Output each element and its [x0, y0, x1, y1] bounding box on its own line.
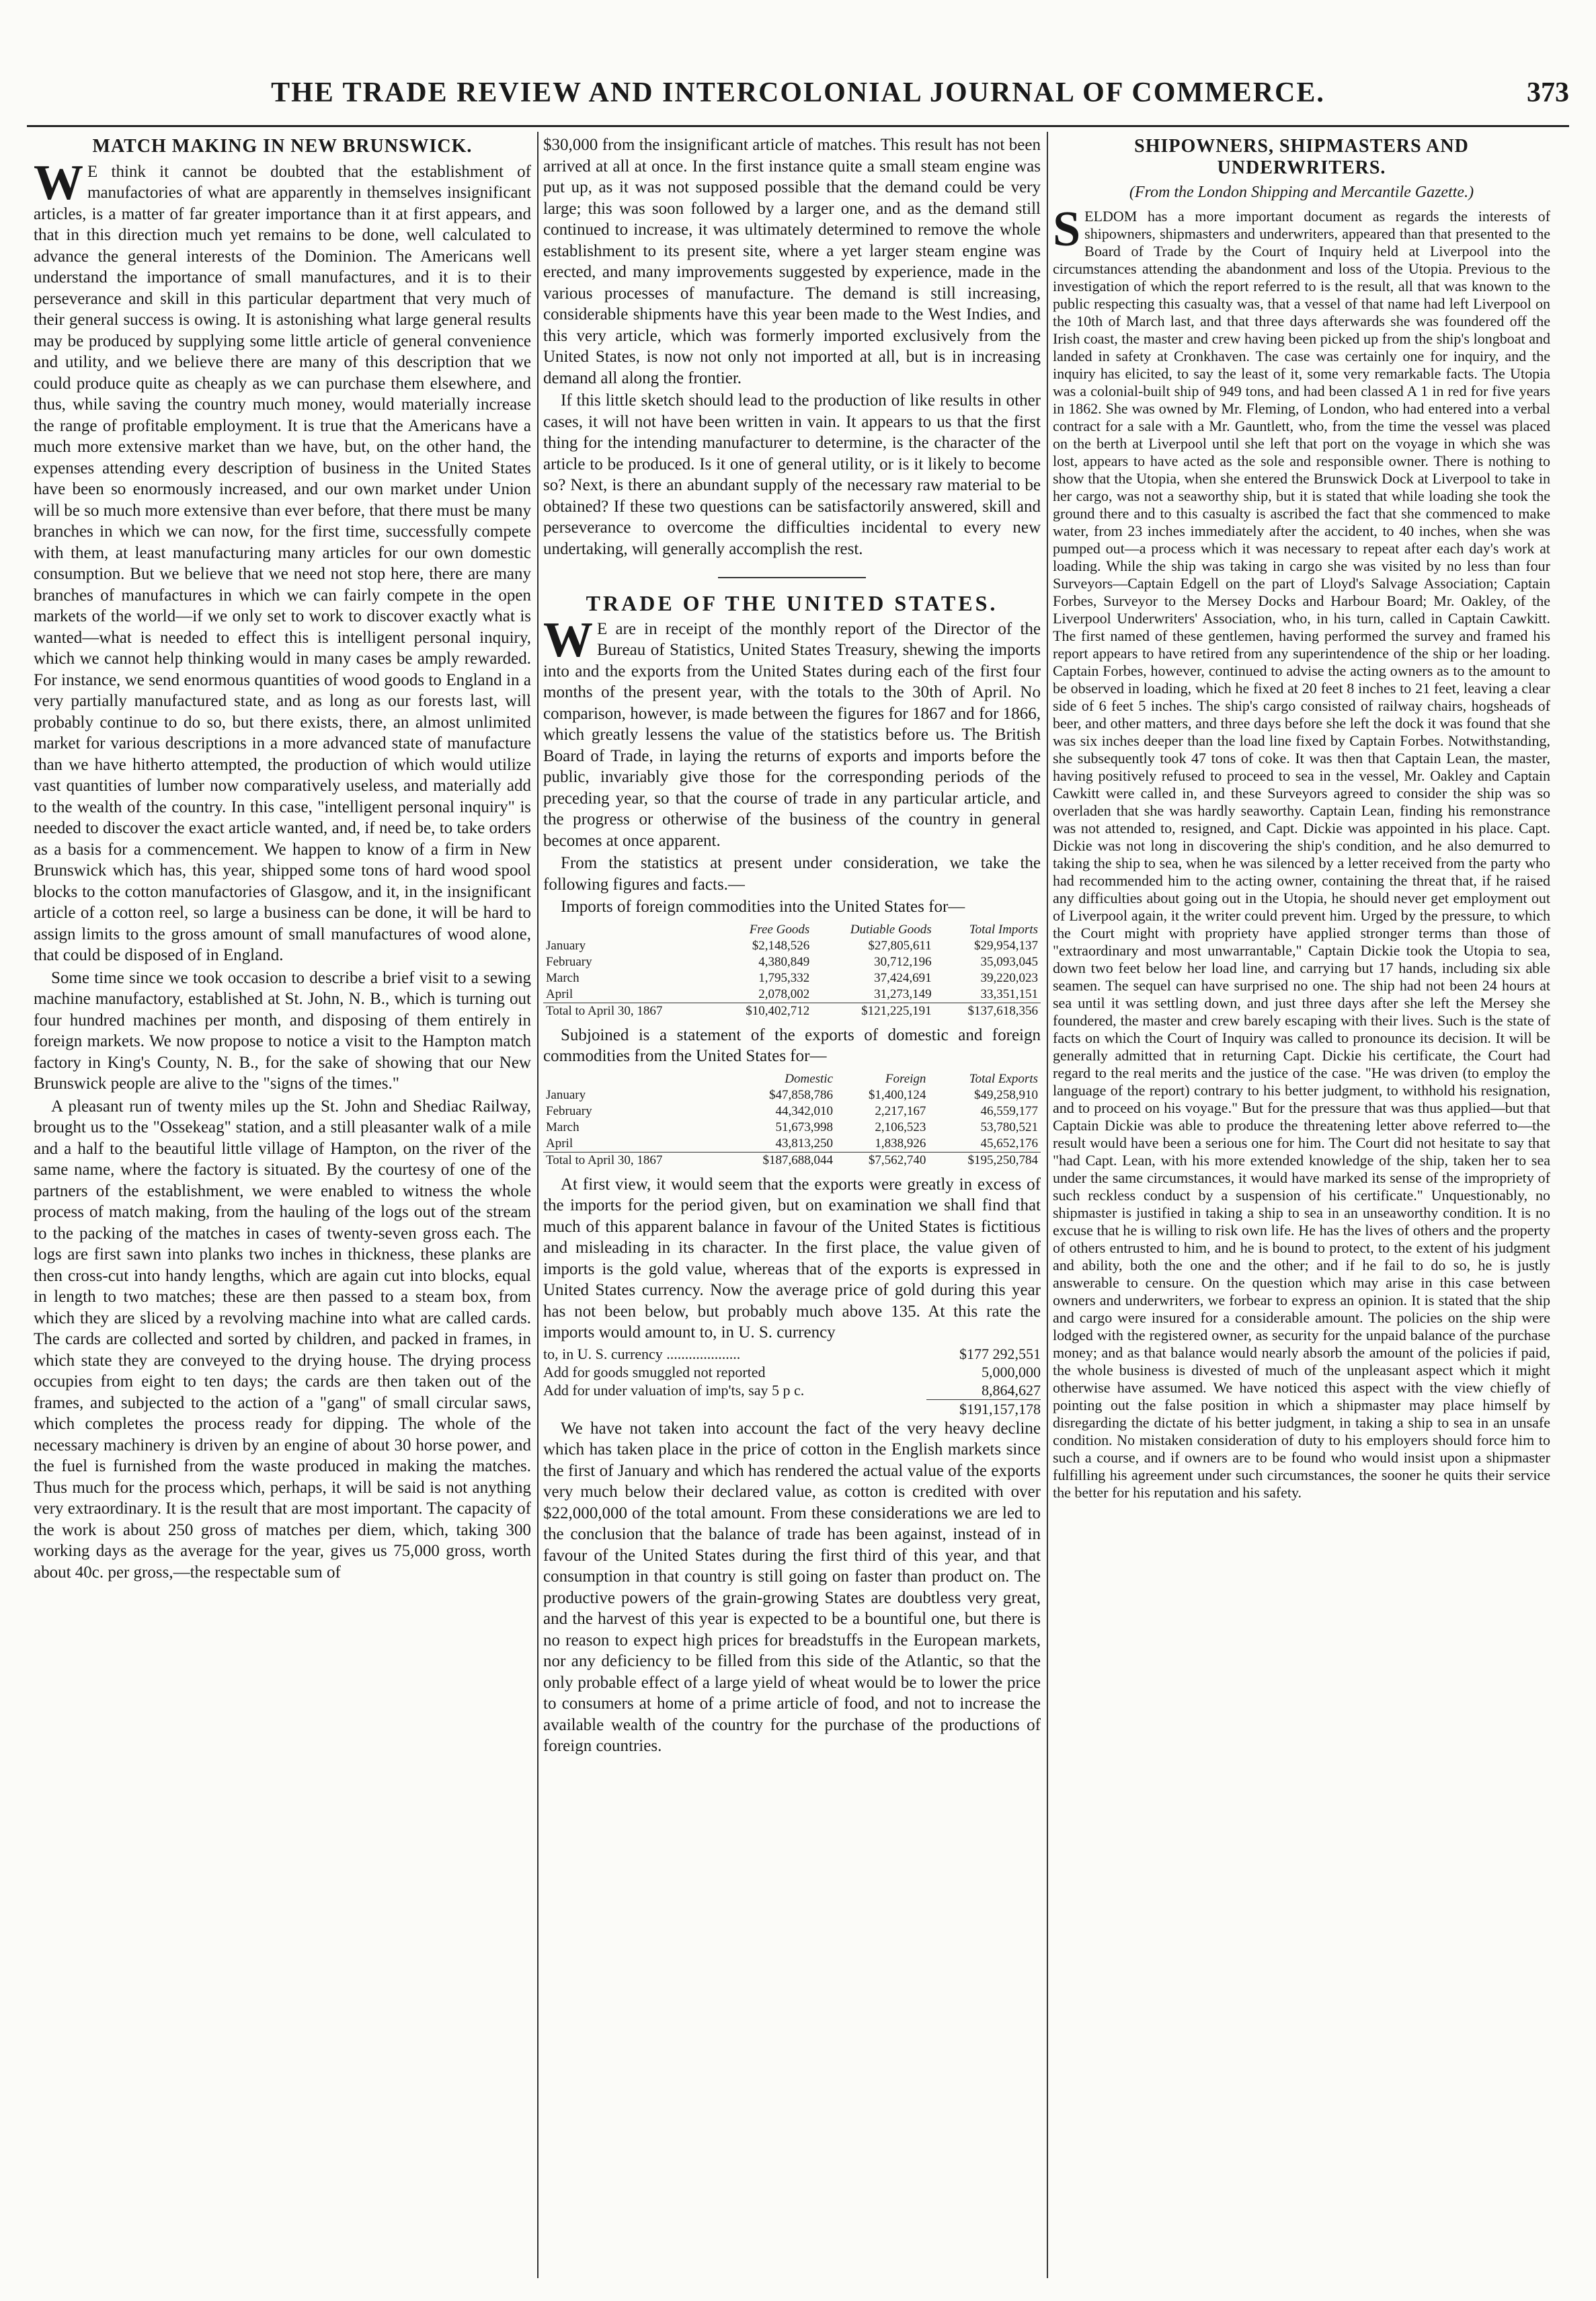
drop-cap: W [34, 155, 83, 210]
paragraph-text: ELDOM has a more important document as regards the interests of shipowners, shipmasters and underwriters, appeared than that presented to the Board of Trade by the Court of Inquiry held at Liverpool into the circumstances attending the abandonment and loss of the Utopia. Previous to the investigation of which the report referred to is the result, all that was known to the public respecting this casualty was, that a vessel of that name had left Liverpool on the 10th of March last, and that three days afterwards she was foundered off the Irish coast, the master and crew having been picked up from the ship's longboat and landed in safety at Cronkhaven. The case was certainly one for inquiry, and the inquiry has elicited, to say the least of it, some very remarkable facts. The Utopia was a colonial-built ship of 949 tons, and had been classed A 1 in red for five years in 1862. She was owned by Mr. Fleming, of London, who had entered into a verbal contract for a sale with a Mr. Gauntlett, who, from the time the vessel was placed on the berth at Liverpool until she left that port on the voyage in which she was lost, appears to have acted as the sole and responsible owner. There is nothing to show that the Utopia, when she entered the Brunswick Dock at Liverpool to take in her cargo, was not a seaworthy ship, but it is stated that while loading she took the ground there and to this casualty is ascribed the fact that she commenced to make water, from 23 inches immediately after the accident, to 40 inches, when she was pumped out—a process which it was necessary to repeat after each day's work at loading. While the ship was taking in cargo she was visited by no less than four Surveyors—Captain Edgell on the part of Lloyd's Salvage Association; Captain Forbes, Surveyor to the Mersey Docks and Harbour Board; Mr. Oakley, of the Liverpool Underwriters' Association, who, in his turn, called in Captain Cawkitt. The first named of these gentlemen, having performed the survey and framed his report appears to have retired from any superintendence of the ship or her loading. Captain Forbes, however, continued to advise the acting owners as to the amount to be observed in loading, which he fixed at 20 feet 8 inches to 21 feet, leaving a clear side of 6 feet 5 inches. The ship's cargo consisted of railway chairs, hogsheads of beer, and other matters, and three days before she left the dock it was found that she was six inches deeper than the load line fixed by Captain Forbes. Notwithstanding, she subsequently took 47 tons of coke. It was then that Captain Lean, the master, having positively refused to proceed to sea in the vessel, Mr. Oakley and Captain Cawkitt were called in, and these Surveyors agreed to consider the ship was so overladen that she was hardly seaworthy. Captain Lean, finding his remonstrance was not attended to, resigned, and Capt. Dickie was appointed in his place. Capt. Dickie was not long in discovering the ship's condition, and he also demurred to taking the ship to sea, when he was silenced by a letter received from the party who had recommended him to the acting owner, containing the threat that, if he raised any difficulties about going out in the Utopia, he should never get employment out of Liverpool again, it the writer could prevent him. Urged by the pressure, to which the Court might with propriety have applied stronger terms than those of "extraordinary and most unwarrantable," Captain Dickie took the Utopia to sea, down two feet below her load line, and carrying but 17 hands, including six able seamen. The sequel can have surprised no one. The ship had not been 24 hours at sea until it was settling down, and just three days after she left the Mersey she foundered, the master and crew barely escaping with their lives. Such is the state of facts on which the Court of Inquiry was called to pronounce its decision. It will be generally admitted that in returning Capt. Dickie his certificate, the Court had regard to the real merits and the justice of the case. "He was driven (to employ the language of the report) contrary to his better judgment, to withhold his resignation, and to proceed on his voyage." But for the pressure that was thus applied—but that Captain Dickie was able to produce the threatening letter above referred to—the result would have been a serious one for him. The Court did not hesitate to say that "had Capt. Lean, with his more extended knowledge of the ship, taken her to sea under the same circumstances, it would have marked its sense of the impropriety of such reckless conduct by a suspension of his certificate." Unquestionably, no shipmaster is justified in taking a ship to sea in an unseaworthy condition. It is no excuse that he is willing to risk own life. He has the lives of others and the property of others entrusted to him, and he is bound to protect, to the extent of his judgment and ability, both the one and the other; and if he fail to do so, he is justly answerable to censure. On the question which may arise in this case between owners and underwriters, we forbear to express an opinion. It is stated that the ship and cargo were insured for a considerable amount. The policies on the ship were lodged with the registered owner, as security for the unpaid balance of the purchase money; and as that balance would nearly absorb the amount of the policies if paid, the whole business is divested of much of the unpleasant aspect which it might otherwise have assumed. We have noticed this aspect with the view chiefly of pointing out the false position in which a shipmaster may place himself by disregarding the dictate of his better judgment, in taking a ship to sea in an unsafe condition. No mistaken consideration of duty to his employers should force him to such a course, and if owners are to be found who would insist upon a shipmaster fulfilling his agreement under such circumstances, the sooner he quits their service the better for his reputation and his safety. [1053, 207, 1550, 1501]
calc-label: Add for goods smuggled not reported [543, 1363, 766, 1380]
table-cell: Total to April 30, 1867 [543, 1152, 723, 1169]
exports-intro: Subjoined is a statement of the exports of domestic and foreign commodities from the United States for— [543, 1025, 1041, 1065]
table-header: Free Goods [749, 922, 810, 937]
table-header: Total Imports [969, 922, 1038, 937]
table-cell: 2,106,523 [875, 1120, 926, 1134]
table-row [543, 1103, 1041, 1120]
calc-row [543, 1381, 1041, 1399]
table-cell: $27,805,611 [868, 938, 932, 953]
imports-intro: Imports of foreign commodities into the United States for— [561, 898, 965, 916]
table-cell: 45,652,176 [980, 1136, 1038, 1150]
table-cell: 31,273,149 [874, 986, 932, 1001]
page-header [27, 73, 1569, 113]
match-article-paragraph-1 [34, 155, 531, 966]
table-cell: 51,673,998 [775, 1120, 834, 1134]
drop-cap: S [1053, 201, 1081, 257]
drop-cap: W [543, 612, 593, 668]
column-3 [1053, 134, 1550, 2286]
ship-article-paragraph-1 [1053, 201, 1550, 1502]
table-cell: 43,813,250 [775, 1136, 834, 1150]
table-cell: April [546, 986, 573, 1001]
imports-table [543, 922, 1041, 1019]
table-row [543, 970, 1041, 986]
table-cell: 46,559,177 [980, 1103, 1038, 1118]
match-article-paragraph-2: Some time since we took occasion to describe a brief visit to a sewing machine manufactory, established at St. John, N. B., which is turning out four hundred machines per month, and disposing of them entirely in foreign markets. We now propose to notice a visit to the Hampton match factory in King's County, N. B., for the sake of showing that our New Brunswick people are alive to the "signs of the times." [34, 968, 531, 1093]
table-cell: $29,954,137 [974, 938, 1038, 953]
table-total-row [543, 1152, 1041, 1169]
table-cell: 33,351,151 [980, 986, 1038, 1001]
calc-row [543, 1345, 1041, 1363]
table-cell: February [546, 954, 592, 969]
table-cell: January [546, 938, 586, 953]
table-row [543, 1087, 1041, 1103]
match-article-paragraph-3: A pleasant run of twenty miles up the St. John and Shediac Railway, brought us to the "Ossekeag" station, and a still pleasanter walk of a mile and a half to the beautiful little village of Hampton, on the river of the same name, where the factory is situated. By the courtesy of one of the partners of the establishment, we were enabled to witness the whole process of match making, from the hauling of the logs out of the stream to the packing of the matches in cases of twenty-seven gross each. The logs are first sawn into planks two inches in thickness, these planks are then cross-cut into handy lengths, which are again cut into blocks, equal in length to two matches; these are then passed to a steam box, from which they are sliced by a revolving machine into what are called cards. The cards are collected and sorted by children, and packed in frames, in which state they are conveyed to the drying house. The drying process occupies from eight to ten days; the cards are then taken out of the frames, and subjected to the action of a "gang" of small circular saws, which completes the process ready for dipping. The whole of the necessary machinery is driven by an engine of about 30 horse power, and the fuel is furnished from the waste produced in making the matches. Thus much for the process which, perhaps, it will be said is not anything very extraordinary. It is the result that are most important. The capacity of the work is about 250 gross of matches per diem, which, taking 300 working days as the average for the year, gives us 75,000 gross, worth about 40c. per gross,—the respectable sum of [34, 1097, 531, 1582]
calc-label: Add for under valuation of imp'ts, say 5 p c. [543, 1381, 805, 1399]
table-cell: 35,093,045 [980, 954, 1038, 969]
trade-article-paragraph-4: We have not taken into account the fact of the very heavy decline which has taken place in the price of cotton in the English markets since the first of January and which has rendered the actual value of the exports very much below their declared value, as cotton is credited with over $22,000,000 of the total amount. From these considerations we are led to the conclusion that the balance of trade has been against, instead of in favour of the United States during the first third of this year, and that consumption in that country is still going on faster than product on. The productive powers of the grain-growing States are doubtless very great, and the harvest of this year is expected to be a bountiful one, but there is no reason to expect high prices for breadstuffs in the European markets, nor any deficiency to be filled from this side of the Atlantic, so that the only probable effect of a large yield of wheat would be to lower the price to consumers at home of a prime article of food, and not to increase the available wealth of the country for the purchase of the productions of foreign countries. [543, 1419, 1041, 1755]
calc-label: to, in U. S. currency .................... [543, 1345, 741, 1362]
match-article-paragraph-5: If this little sketch should lead to the production of like results in other cases, it will not have been written in vain. It appears to us that the first thing for the intending manufacturer to determine, is the character of the article to be produced. Is it one of general utility, or is it likely to become so? Next, is there an abundant supply of the necessary raw material to be obtained? If these two questions can be satisfactorily answered, skill and perseverance to overcome the difficulties incidental to every new undertaking, will generally accomplish the rest. [543, 391, 1041, 558]
exports-table [543, 1071, 1041, 1169]
table-header: Total Exports [969, 1071, 1038, 1086]
table-cell: April [546, 1136, 573, 1150]
header-rule [27, 125, 1569, 127]
table-row [543, 986, 1041, 1003]
table-cell: $10,402,712 [715, 1003, 812, 1019]
ship-article-source: (From the London Shipping and Mercantile Gazette.) [1129, 184, 1474, 201]
table-cell: $121,225,191 [812, 1003, 934, 1019]
table-cell: February [546, 1103, 592, 1118]
table-cell: 1,838,926 [875, 1136, 926, 1150]
ship-article-heading: SHIPOWNERS, SHIPMASTERS AND UNDERWRITERS. [1134, 136, 1469, 178]
column-2 [543, 134, 1041, 2286]
table-cell: 37,424,691 [874, 970, 932, 985]
column-1 [34, 134, 531, 2286]
paragraph-text: E think it cannot be doubted that the establishment of manufactories of what are apparently in themselves insignificant articles, is a matter of far greater importance than it at first appears, and that in this direction much yet remains to be done, well calculated to advance the general interests of the Dominion. The Americans well understand the importance of small manufactures, and it is to their perseverance and skill in this particular department that very much of their general success is owing. It is astonishing what large general results may be produced by supplying some little article of general convenience and utility, and we believe there are many of this description that we could produce quite as cheaply as we can purchase them elsewhere, and thus, while saving the country much money, would materially increase the range of profitable employment. It is true that the Americans have a much more extensive market than we have, but, on the other hand, the expenses attending every description of business in the United States have been so enormously increased, and our own market under Union will be so much more extensive than ever before, that there must be many branches in which we can now, for the first time, successfully compete with them, at least manufacturing many articles for our own domestic consumption. But we believe that we need not stop here, there are many branches of manufactures in which we can fairly compete in the open markets of the world—if we only set to work to discover exactly what is wanted—what is needed to effect this is intelligent personal inquiry, which we cannot help thinking would in many cases be amply rewarded. For instance, we send enormous quantities of wood goods to England in a very partially manufactured state, and as long as our forests last, will probably continue to do so, but there exists, there, an almost unlimited market for various descriptions in a more advanced state of manufacture than we have hitherto attempted, the production of which would utilize vast quantities of lumber now comparatively useless, and materially add to the wealth of the country. In this case, "intelligent personal inquiry" is needed to discover the exact article wanted, and, if need be, to take orders as a basis for a commencement. We happen to know of a firm in New Brunswick which has, this year, shipped some tons of hard wood spool blocks to the cotton manufactories of Glasgow, and it, in the insignificant article of a cotton reel, so large a business can be done, it will be hard to assign limits to the gross amount of small manufactures of wood alone, that could be disposed of in England. [34, 162, 531, 964]
table-header-row [543, 1071, 1041, 1087]
table-cell: $195,250,784 [928, 1152, 1041, 1169]
table-cell: 44,342,010 [775, 1103, 834, 1118]
trade-article-heading: TRADE OF THE UNITED STATES. [586, 591, 998, 615]
table-cell: 4,380,849 [758, 954, 810, 969]
table-row [543, 1120, 1041, 1136]
table-cell: 1,795,332 [758, 970, 810, 985]
table-header: Domestic [785, 1071, 834, 1086]
article-divider [718, 577, 866, 578]
match-article-paragraph-4: $30,000 from the insignificant article of matches. This result has not been arrived at all at once. In the first instance quite a small steam engine was put up, as it was not supposed possible that the demand could be very large; this was soon followed by a larger one, and as the demand still continued to increase, it was ultimately determined to remove the whole establishment to its present site, where a yet larger steam engine was erected, and many improvements suggested by experience, made in the various processes of manufacture. The demand is still increasing, considerable shipments have this year been made to the West Indies, and this very article, which was formerly imported exclusively from the United States, is now not only not imported at all, but is in increasing demand all along the frontier. [543, 136, 1041, 387]
table-cell: 2,217,167 [875, 1103, 926, 1118]
table-cell: 53,780,521 [980, 1120, 1038, 1134]
table-cell: January [546, 1087, 586, 1102]
table-cell: $1,400,124 [868, 1087, 926, 1102]
trade-article-paragraph-3: At first view, it would seem that the exports were greatly in excess of the imports for the period given, but on examination we shall find that much of this apparent balance in favour of the United States is fictitious and misleading in its character. In the first place, the value given of imports is the gold value, whereas that of the exports is expressed in United States currency. Now the average price of gold during this year has not been below, but probably much above 135. At this rate the imports would amount to, in U. S. currency [543, 1175, 1041, 1341]
paragraph-text: E are in receipt of the monthly report of the Director of the Bureau of Statistics, United States Treasury, shewing the imports into and the exports from the United States during each of the first four months of the present year, with the totals to the 30th of April. No comparison, however, is made between the figures for 1867 and for 1866, which greatly lessens the value of the statistics before us. The British Board of Trade, in laying the returns of exports and imports before the public, invariably give those for the corresponding periods of the preceding year, so that the course of trade in any particular article, and the progress or otherwise of the business of the country in general becomes at once apparent. [543, 619, 1041, 850]
table-total-row [543, 1003, 1041, 1019]
table-row [543, 1136, 1041, 1153]
trade-article-paragraph-2: From the statistics at present under consideration, we take the following figures and facts.— [543, 854, 1041, 894]
table-header [543, 922, 715, 938]
table-cell: $2,148,526 [752, 938, 810, 953]
calc-value: 8,864,627 [982, 1381, 1041, 1399]
table-cell: 2,078,002 [758, 986, 810, 1001]
journal-title: THE TRADE REVIEW AND INTERCOLONIAL JOURNAL OF COMMERCE. [271, 77, 1325, 108]
column-divider-2 [1047, 132, 1048, 2278]
trade-article-paragraph-1 [543, 612, 1041, 852]
table-header: Dutiable Goods [850, 922, 932, 937]
table-header-row [543, 922, 1041, 938]
table-cell: $47,858,786 [769, 1087, 834, 1102]
calc-row [543, 1363, 1041, 1381]
table-cell: 30,712,196 [874, 954, 932, 969]
table-cell: $7,562,740 [836, 1152, 928, 1169]
table-cell: March [546, 970, 580, 985]
match-article-heading: MATCH MAKING IN NEW BRUNSWICK. [92, 136, 473, 157]
currency-calculation [543, 1345, 1041, 1418]
table-row [543, 954, 1041, 970]
table-row [543, 938, 1041, 954]
table-header: Foreign [885, 1071, 926, 1086]
calc-value: 5,000,000 [982, 1363, 1041, 1380]
table-cell: Total to April 30, 1867 [543, 1003, 715, 1019]
column-divider-1 [537, 132, 538, 2278]
table-cell: $49,258,910 [974, 1087, 1038, 1102]
table-cell: $137,618,356 [934, 1003, 1041, 1019]
table-cell: 39,220,023 [980, 970, 1038, 985]
calc-value: $177 292,551 [959, 1345, 1041, 1362]
table-cell: March [546, 1120, 580, 1134]
calc-sum: $191,157,178 [926, 1399, 1041, 1418]
table-header [543, 1071, 723, 1087]
table-cell: $187,688,044 [723, 1152, 836, 1169]
page-number: 373 [1527, 77, 1569, 108]
